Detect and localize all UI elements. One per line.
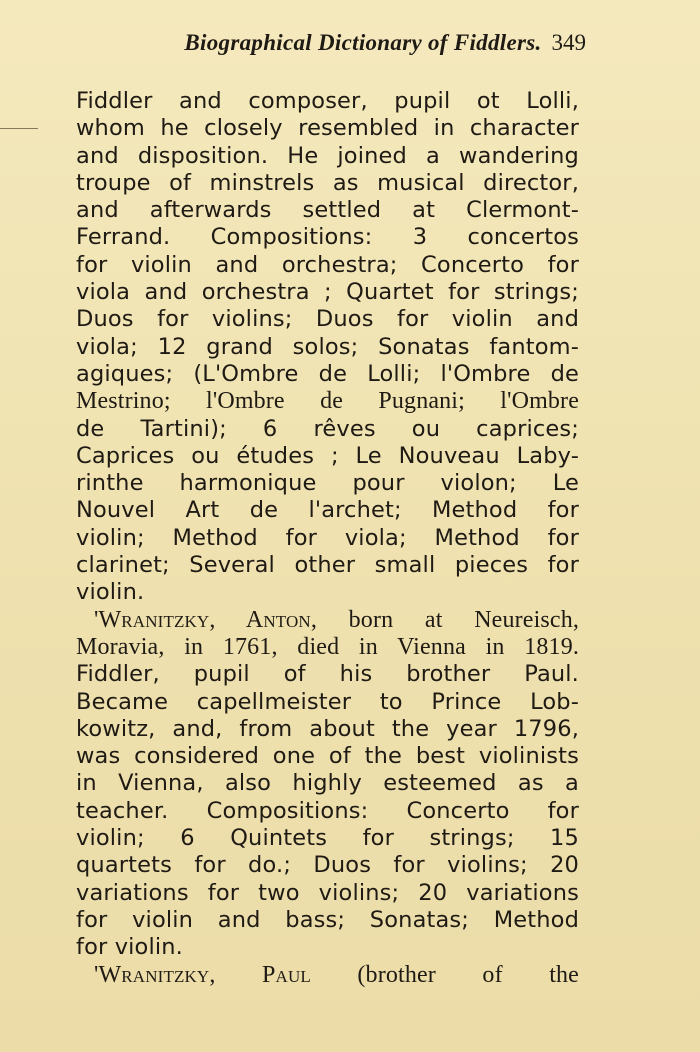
text-line: Duos for violins; Duos for violin and — [76, 306, 579, 333]
text-line: Fiddler and composer, pupil ot Lolli, — [76, 88, 579, 114]
text-line: Fiddler, pupil of his brother Paul. — [76, 661, 579, 688]
margin-mark — [0, 128, 38, 129]
text-line: Nouvel Art de l'archet; Method for — [76, 497, 579, 524]
text-line: Caprices ou études ; Le Nouveau Laby- — [76, 442, 579, 469]
text-line: Moravia, in 1761, died in Vienna in 1819. — [76, 633, 579, 660]
text-line: viola and orchestra ; Quartet for strings; — [76, 279, 579, 306]
text-line: 'Wranitzky, Anton, born at Neureisch, — [94, 606, 579, 633]
text-line: troupe of minstrels as musical director, — [76, 169, 579, 196]
running-title: Biographical Dictionary of Fiddlers. — [184, 30, 542, 55]
text-line: for violin and bass; Sonatas; Method — [76, 906, 579, 933]
text-line: for violin and orchestra; Concerto for — [76, 251, 579, 278]
text-line: clarinet; Several other small pieces for — [76, 552, 579, 579]
text-line: agiques; (L'Ombre de Lolli; l'Ombre de — [76, 360, 579, 387]
body-text — [76, 88, 579, 989]
text-line: and afterwards settled at Clermont- — [76, 197, 579, 224]
text-line: quartets for do.; Duos for violins; 20 — [76, 852, 579, 879]
text-line: violin; Method for viola; Method for — [76, 524, 579, 551]
text-line: Mestrino; l'Ombre de Pugnani; l'Ombre — [76, 388, 579, 415]
text-line: was considered one of the best violinists — [76, 743, 579, 770]
text-line: Became capellmeister to Prince Lob- — [76, 688, 579, 715]
text-line: violin. — [76, 579, 145, 606]
text-line: 'Wranitzky, Paul (brother of the — [94, 961, 579, 988]
text-line: rinthe harmonique pour violon; Le — [76, 470, 579, 497]
text-line: variations for two violins; 20 variations — [76, 879, 579, 906]
text-line: violin; 6 Quintets for strings; 15 — [76, 825, 579, 852]
page-number: 349 — [551, 30, 586, 55]
text-line: whom he closely resembled in character — [76, 115, 579, 142]
text-line: viola; 12 grand solos; Sonatas fantom- — [76, 333, 579, 360]
entry-headword: Wranitzky, Anton — [98, 606, 311, 633]
running-header — [76, 30, 586, 56]
text-line: de Tartini); 6 rêves ou caprices; — [76, 415, 579, 442]
text-line: kowitz, and, from about the year 1796, — [76, 715, 579, 742]
text-line: Ferrand. Compositions: 3 concertos — [76, 224, 579, 251]
entry-headword: Wranitzky, Paul — [98, 961, 311, 988]
text-line: in Vienna, also highly esteemed as a — [76, 770, 579, 797]
text-line: and disposition. He joined a wandering — [76, 142, 579, 169]
text-line: teacher. Compositions: Concerto for — [76, 797, 579, 824]
text-line: for violin. — [76, 934, 183, 961]
